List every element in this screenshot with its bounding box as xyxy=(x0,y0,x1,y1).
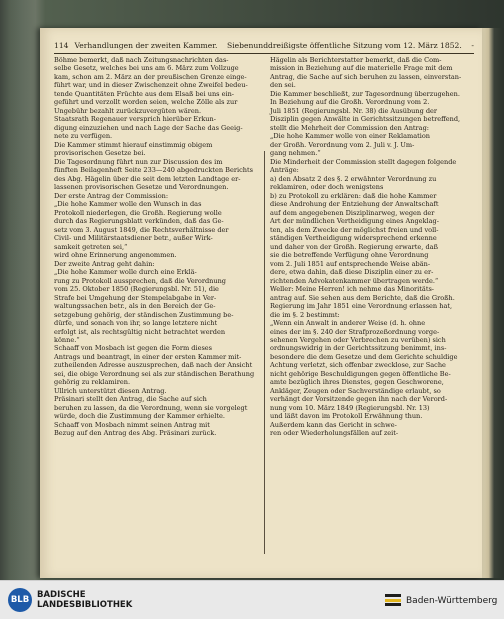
text-line: stellt die Mehrheit der Commission den Antrag: xyxy=(270,123,429,132)
text-line: der Großh. Verordnung vom 2. Juli v. J. Um- xyxy=(270,140,415,149)
text-line: ständigen Vertheidigung widersprechend erkenne xyxy=(270,234,437,243)
text-line: des Abg. Hägelin über die seit dem letzten Landtage er- xyxy=(54,174,241,183)
text-line: den sei. xyxy=(270,81,296,90)
library-name-line2: LANDESBIBLIOTHEK xyxy=(37,600,133,610)
text-line: gehörig zu reklamiren. xyxy=(54,378,131,387)
running-title-session: Siebenunddreißigste öffentliche Sitzung vom 12. März 1852. xyxy=(227,41,462,50)
text-line: Antrags und beantragt, in einer der ersten Kammer mit- xyxy=(54,352,242,361)
text-line: a) den Absatz 2 des §. 2 erwähnter Verordnung zu xyxy=(270,174,437,183)
book-page xyxy=(40,28,482,578)
text-line: Der zweite Antrag geht dahin: xyxy=(54,259,155,268)
text-line: Der erste Antrag der Commission: xyxy=(54,191,169,200)
text-line: ren oder Wiederholungsfällen auf zeit- xyxy=(270,429,399,438)
text-line: Außerdem kann das Gericht in schwe- xyxy=(270,420,397,429)
text-line: selbe Gesetz, welches bei uns am 6. März zum Vollzuge xyxy=(54,64,239,73)
text-line: rung zu Protokoll aussprechen, daß die Verordnung xyxy=(54,276,226,285)
text-line: könne.“ xyxy=(54,335,80,344)
text-line: Civil- und Militärstaatsdiener betr., außer Wirk- xyxy=(54,234,213,243)
text-line: ten, als dem Zwecke der möglichst freien und voll- xyxy=(270,225,439,234)
text-line: würde, doch die Zustimmung der Kammer erhielte. xyxy=(54,412,225,421)
text-line: In Beziehung auf die Großh. Verordnung vom 2. xyxy=(270,98,430,107)
text-line: vom 2. Juli 1851 auf entsprechende Weise abän- xyxy=(270,259,431,268)
text-line: wird ohne Erinnerung angenommen. xyxy=(54,251,177,260)
text-line: dere, etwa dahin, daß diese Disziplin einer zu er- xyxy=(270,268,434,277)
text-line: provisorischen Gesetze bei. xyxy=(54,149,146,158)
text-line: „Die hohe Kammer wolle durch eine Erklä- xyxy=(54,268,197,277)
text-line: Die Kammer stimmt hierauf einstimmig obigem xyxy=(54,140,213,149)
text-line: zutheilenden Adresse auszusprechen, daß nach der Ansicht xyxy=(54,361,253,370)
baden-wuerttemberg-lion-icon xyxy=(385,594,401,608)
text-line: eines der im §. 240 der Strafprozeßordnung vorge- xyxy=(270,327,440,336)
text-line: und läßt davon im Protokoll Erwähnung thun. xyxy=(270,412,423,421)
text-line: durch das Regierungsblatt verkünden, daß das Ge- xyxy=(54,217,224,226)
text-line: Strafe bei Umgehung der Stempelabgabe in Ver- xyxy=(54,293,217,302)
text-line: Ullrich unterstützt diesen Antrag. xyxy=(54,386,167,395)
text-line: Schaaff von Mosbach nimmt seinen Antrag mit xyxy=(54,420,210,429)
text-line: gang nehmen.“ xyxy=(270,149,321,158)
text-line: digung einzuziehen und nach Lage der Sache das Geeig- xyxy=(54,123,243,132)
blb-logo-icon[interactable] xyxy=(8,588,32,612)
text-line: vom 25. Oktober 1850 (Regierungsbl. Nr. 51), die xyxy=(54,285,219,294)
text-line: b) zu Protokoll zu erklären: daß die hohe Kammer xyxy=(270,191,437,200)
text-line: und daher von der Großh. Regierung erwarte, daß xyxy=(270,242,438,251)
text-line: Art der mündlichen Vertheidigung eines Angeklag- xyxy=(270,217,439,226)
header-rule xyxy=(54,53,474,54)
text-line: nicht gehörige Beschuldigungen gegen öffentliche Be- xyxy=(270,369,451,378)
text-line: Bezug auf den Antrag des Abg. Präsinari zurück. xyxy=(54,429,217,438)
text-line: „Die hohe Kammer wolle von einer Reklamation xyxy=(270,132,430,141)
text-line: Juli 1851 (Regierungsbl. Nr. 38) die Ausübung der xyxy=(270,106,438,115)
book-page-edge xyxy=(482,28,504,578)
text-column-right xyxy=(270,56,474,438)
text-line: dürfe, und sonach von ihr, so lange letztere nicht xyxy=(54,319,218,328)
text-line: besondere die dem Gesetze und dem Gerichte schuldige xyxy=(270,352,458,361)
running-title-left: Verhandlungen der zweiten Kammer. xyxy=(74,41,218,50)
text-line: setz vom 3. August 1849, die Rechtsverhältnisse der xyxy=(54,225,229,234)
text-line: nete zu verfügen. xyxy=(54,132,113,141)
text-line: Böhme bemerkt, daß nach Zeitungsnachrichten das- xyxy=(54,56,229,64)
state-name[interactable]: Baden-Württemberg xyxy=(406,596,498,606)
text-line: Die Minderheit der Commission stellt dagegen folgende xyxy=(270,157,457,166)
viewer-footer xyxy=(0,580,504,619)
text-line: tende Quantitäten Früchte aus dem Elsaß bei uns ein- xyxy=(54,89,235,98)
text-line: „Die hohe Kammer wolle den Wunsch in das xyxy=(54,200,202,209)
text-line: auf dem angegebenen Disziplinarweg, wegen der xyxy=(270,208,435,217)
library-name-line1: BADISCHE xyxy=(37,590,86,600)
text-line: geführt und verzollt worden seien, welche Zölle als zur xyxy=(54,98,238,107)
text-line: mission in Beziehung auf die materielle Frage mit dem xyxy=(270,64,453,73)
text-line: richtenden Advokatenkammer übertragen werde.“ xyxy=(270,276,439,285)
text-line: Präsinari stellt den Antrag, die Sache auf sich xyxy=(54,395,207,404)
text-column-left xyxy=(54,56,260,438)
text-line: setzgebung gehörig, der ständischen Zustimmung be- xyxy=(54,310,234,319)
text-line: kam, schon am 2. März an der preußischen Grenze einge- xyxy=(54,72,247,81)
text-line: reklamiren, oder doch wenigstens xyxy=(270,183,384,192)
text-line: „Wenn ein Anwalt in anderer Weise (d. h. ohne xyxy=(270,319,426,328)
text-line: fünften Beilagenheft Seite 233—240 abgedruckten Berichts xyxy=(54,166,253,175)
library-name[interactable] xyxy=(37,590,132,610)
text-line: Hägelin als Berichterstatter bemerkt, daß die Com- xyxy=(270,56,442,64)
text-line: samkeit getreten sei,“ xyxy=(54,242,128,251)
text-line: beruhen zu lassen, da die Verordnung, wenn sie vorgelegt xyxy=(54,403,248,412)
text-line: waltungssachen betr., als in den Bereich der Ge- xyxy=(54,302,216,311)
text-line: Disziplin gegen Anwälte in Gerichtssitzungen betreffend, xyxy=(270,115,461,124)
text-line: amte bezüglich ihres Dienstes, gegen Geschworene, xyxy=(270,378,444,387)
text-line: führt war, und in dieser Zwischenzeit ohne Zweifel bedeu- xyxy=(54,81,248,90)
text-line: Weller: Meine Herren! ich nehme das Minoritäts- xyxy=(270,285,435,294)
running-title-mark: - xyxy=(471,41,474,50)
text-line: sie die betreffende Verfügung ohne Verordnung xyxy=(270,251,429,260)
column-divider xyxy=(264,151,265,554)
text-line: sei, die obige Verordnung sei als zur ständischen Berathung xyxy=(54,369,255,378)
text-line: Antrag, die Sache auf sich beruhen zu lassen, einverstan- xyxy=(270,72,462,81)
page-header xyxy=(54,41,474,50)
text-line: lassenen provisorischen Gesetze und Verordnungen. xyxy=(54,183,229,192)
text-line: erfolgt ist, als rechtsgültig nicht betrachtet werden xyxy=(54,327,226,336)
text-line: verhängt der Vorsitzende gegen ihn nach der Verord- xyxy=(270,395,448,404)
text-line: antrag auf. Sie sehen aus dem Berichte, daß die Großh. xyxy=(270,293,455,302)
text-line: Ankläger, Zeugen oder Sachverständige erlaubt, so xyxy=(270,386,441,395)
text-line: die im §. 2 bestimmt: xyxy=(270,310,340,319)
text-line: Die Kammer beschließt, zur Tagesordnung überzugehen. xyxy=(270,89,460,98)
text-line: diese Androhung der Entziehung der Anwaltschaft xyxy=(270,200,439,209)
text-line: Anträge: xyxy=(270,166,299,175)
text-line: Regierung im Jahr 1851 eine Verordnung erlassen hat, xyxy=(270,302,453,311)
text-line: Die Tagesordnung führt nun zur Discussion des im xyxy=(54,157,223,166)
text-line: Achtung verletzt, sich offenbar zwecklose, zur Sache xyxy=(270,361,446,370)
text-line: nung vom 10. März 1849 (Regierungsbl. Nr. 13) xyxy=(270,403,430,412)
text-line: Staatsrath Regenauer versprich hierüber Erkun- xyxy=(54,115,216,124)
text-line: Ungebühr bezahlt zurückzuvergüten wären. xyxy=(54,106,202,115)
text-line: Schaaff von Mosbach ist gegen die Form dieses xyxy=(54,344,213,353)
text-line: ordnungswidrig in der Gerichtssitzung benimmt, ins- xyxy=(270,344,447,353)
text-line: sehenen Vergehen oder Verbrechen zu verüben) sich xyxy=(270,335,446,344)
blb-logo-text: BLB xyxy=(10,595,30,605)
text-line: Protokoll niederlegen, die Großh. Regierung wolle xyxy=(54,208,222,217)
page-number: 114 xyxy=(54,41,69,50)
